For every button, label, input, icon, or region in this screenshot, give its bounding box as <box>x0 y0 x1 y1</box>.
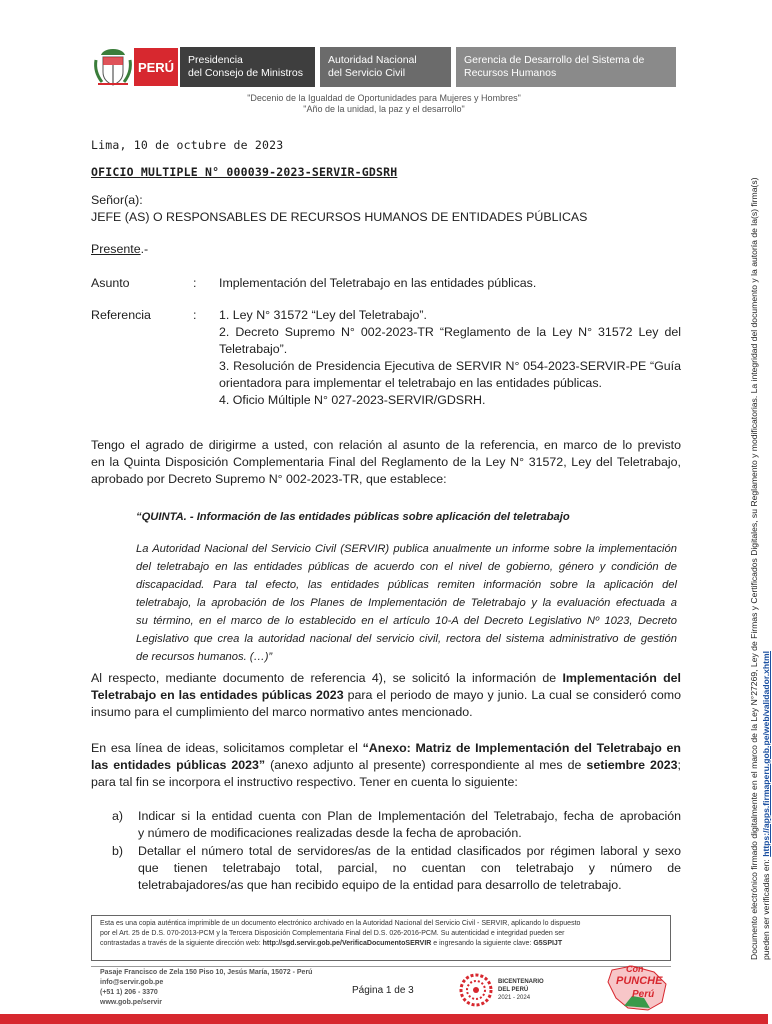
quote-line: su término, en el marco de lo establecido en el artículo 10-A del Decreto Legislativo Nº 1023, Decreto <box>136 615 677 627</box>
header-gerencia-line2: Recursos Humanos <box>464 67 557 79</box>
paragraph-solicitamos <box>91 740 681 791</box>
referencia-list <box>219 307 681 409</box>
verification-key: G5SPIJT <box>533 940 563 947</box>
bicentenario-line: DEL PERÚ <box>498 987 529 993</box>
page-number: Página 1 de 3 <box>352 985 414 996</box>
signature-notice-line: Documento electrónico firmado digitalmente en el marco de la Ley N°27269, Ley de Firmas y Certificados Digitales, su Reglamento y modificatorias. La integridad del documento y la autoría de la(s) firma(s) <box>749 177 759 960</box>
decenio-mottos <box>0 93 768 115</box>
year-motto-line: "Año de la unidad, la paz y el desarrollo" <box>303 104 465 114</box>
bicentenario-years: 2021 - 2024 <box>498 995 531 1001</box>
para3-bold: “Anexo: Matriz de Implementación del Teletrabajo en <box>362 741 681 755</box>
presente-suffix: .- <box>140 242 149 256</box>
footer-red-bar <box>0 1014 768 1024</box>
notice-line: por el Art. 25 de D.S. 070-2013-PCM y la Tercera Disposición Complementaria Final del D.S. 026-2016-PCM. Su autenticidad e integridad pueden ser <box>100 930 565 937</box>
validator-link[interactable]: https://apps.firmaperu.gob.pe/web/validador.xhtml <box>761 650 771 857</box>
con-punche-peru-logo <box>604 962 672 1014</box>
quote-line: La Autoridad Nacional del Servicio Civil (SERVIR) publica anualmente un informe sobre la implementación <box>136 543 677 555</box>
verification-link[interactable]: http://sgd.servir.gob.pe/VerificaDocumentoSERVIR <box>262 940 432 947</box>
bicentenario-logo-icon <box>458 972 494 1008</box>
paragraph-al-respecto <box>91 670 681 721</box>
intro-line: aprobado por Decreto Supremo N° 002-2023-TR, que establece: <box>91 472 447 486</box>
intro-line: en la Quinta Disposición Complementaria Final del Reglamento de la Ley N° 31572, Ley del Teletrabajo, <box>91 455 681 469</box>
para2-text: para el periodo de mayo y junio. La cual se consideró como <box>343 688 682 702</box>
para3-text: En esa línea de ideas, solicitamos completar el <box>91 741 363 755</box>
quoted-provision <box>136 508 677 666</box>
item-b-marker: b) <box>112 844 124 858</box>
item-b-line: que tienen teletrabajo total, parcial, no cuentan con teletrabajo y número de <box>138 861 681 875</box>
item-a-line: Indicar si la entidad cuenta con Plan de Implementación del Teletrabajo, fecha de aprobación <box>138 809 681 823</box>
header-servir <box>320 47 451 87</box>
quote-line: discapacidad. Para tal efecto, las entidades públicas remiten información sobre la aplicación del <box>136 579 677 591</box>
peru-label: PERÚ <box>134 48 178 86</box>
con-punche-line2: PUNCHE <box>616 975 663 987</box>
notice-text: contrastadas a través de la siguiente dirección web: <box>100 940 263 947</box>
item-b-line: Detallar el número total de servidores/as de la entidad clasificados por régimen laboral y sexo <box>138 844 681 858</box>
quote-title: “QUINTA. - Información de las entidades públicas sobre aplicación del teletrabajo <box>136 511 570 523</box>
asunto-label: Asunto <box>91 276 130 290</box>
digital-signature-notice <box>748 40 772 960</box>
signature-notice-text: pueden ser verificadas en: <box>761 856 771 960</box>
con-punche-line1: Con <box>626 964 644 974</box>
oficio-number: OFICIO MULTIPLE N° 000039-2023-SERVIR-GDSRH <box>91 165 398 179</box>
para2-bold: Implementación del <box>562 671 681 685</box>
reference-item: 2. Decreto Supremo N° 002-2023-TR “Reglamento de la Ley N° 31572 Ley del <box>219 325 681 339</box>
para3-bold: setiembre 2023 <box>586 758 678 772</box>
header-gerencia <box>456 47 676 87</box>
reference-item: 4. Oficio Múltiple N° 027-2023-SERVIR/GDSRH. <box>219 393 486 407</box>
recipient: JEFE (AS) O RESPONSABLES DE RECURSOS HUMANOS DE ENTIDADES PÚBLICAS <box>91 210 588 224</box>
quote-line: Legislativo que crea la autoridad nacional del servicio civil, rectora del sistema administrativo de gestión <box>136 633 677 645</box>
bicentenario-text <box>498 978 544 1002</box>
para2-bold: Teletrabajo en las entidades públicas 2023 <box>91 688 344 702</box>
quote-line: del teletrabajo en las entidades públicas de acuerdo con el nivel de gobierno, género y condición de <box>136 561 677 573</box>
header-presidencia <box>180 47 315 87</box>
header-servir-line2: del Servicio Civil <box>328 67 406 79</box>
presente-word: Presente <box>91 242 141 256</box>
footer-divider <box>91 966 671 967</box>
item-a <box>138 808 681 842</box>
para3-text: ; <box>677 758 681 772</box>
email-link[interactable]: info@servir.gob.pe <box>100 979 164 986</box>
item-b-line: teletrabajadores/as que han recibido equipo de la entidad para desarrollo de teletrabajo. <box>138 878 622 892</box>
para3-text: para tal fin se incorpora el instructivo respectivo. Tener en cuenta lo siguiente: <box>91 775 518 789</box>
asunto-text: Implementación del Teletrabajo en las entidades públicas. <box>219 276 537 290</box>
phone: (+51 1) 206 - 3370 <box>100 989 158 996</box>
reference-item-cont: Teletrabajo”. <box>219 342 288 356</box>
letter-date: Lima, 10 de octubre de 2023 <box>91 138 284 152</box>
authenticity-notice <box>91 915 671 961</box>
con-punche-line3: Perú <box>632 989 655 1000</box>
reference-item-cont: orientadora para implementar el teletrabajo en las entidades públicas. <box>219 376 602 390</box>
intro-line: Tengo el agrado de dirigirme a usted, con relación al asunto de la referencia, en marco de lo previsto <box>91 438 681 452</box>
asunto-colon: : <box>193 276 197 290</box>
header-presidencia-line2: del Consejo de Ministros <box>188 67 303 79</box>
reference-item: 1. Ley N° 31572 “Ley del Teletrabajo”. <box>219 308 427 322</box>
contact-block <box>100 968 312 1008</box>
referencia-label: Referencia <box>91 308 151 322</box>
referencia-colon: : <box>193 308 197 322</box>
notice-line: Esta es una copia auténtica imprimible de un documento electrónico archivado en la Autoridad Nacional del Servicio Civil - SERVIR, aplicando lo dispuesto <box>100 920 581 927</box>
decenio-line: "Decenio de la Igualdad de Oportunidades para Mujeres y Hombres" <box>247 93 521 103</box>
address: Pasaje Francisco de Zela 150 Piso 10, Jesús María, 15072 - Perú <box>100 969 313 976</box>
presente <box>91 241 148 258</box>
notice-text: e ingresando la siguiente clave: <box>431 940 534 947</box>
header-gerencia-line1: Gerencia de Desarrollo del Sistema de <box>464 54 645 66</box>
para3-text: (anexo adjunto al presente) correspondiente al mes de <box>265 758 587 772</box>
bicentenario-line: BICENTENARIO <box>498 979 544 985</box>
item-b <box>138 843 681 894</box>
peru-coat-of-arms-icon <box>92 46 134 90</box>
reference-item: 3. Resolución de Presidencia Ejecutiva de SERVIR N° 054-2023-SERVIR-PE “Guía <box>219 359 681 373</box>
intro-paragraph <box>91 437 681 488</box>
web-link[interactable]: www.gob.pe/servir <box>100 999 162 1006</box>
quote-line: de recursos humanos. (…)” <box>136 651 273 663</box>
quote-line: teletrabajo, la aprobación de los Planes de Implementación de Teletrabajo y la evaluación efectuada a <box>136 597 677 609</box>
item-a-line: y número de modificaciones realizadas desde la fecha de aprobación. <box>138 826 522 840</box>
header-presidencia-line1: Presidencia <box>188 54 243 66</box>
para2-text: Al respecto, mediante documento de referencia 4), se solicitó la información de <box>91 671 563 685</box>
salutation: Señor(a): <box>91 193 143 207</box>
para3-bold: las entidades públicas 2023” <box>91 758 266 772</box>
item-a-marker: a) <box>112 809 124 823</box>
para2-text: insumo para el cumplimiento del marco normativo antes mencionado. <box>91 705 473 719</box>
header-servir-line1: Autoridad Nacional <box>328 54 417 66</box>
